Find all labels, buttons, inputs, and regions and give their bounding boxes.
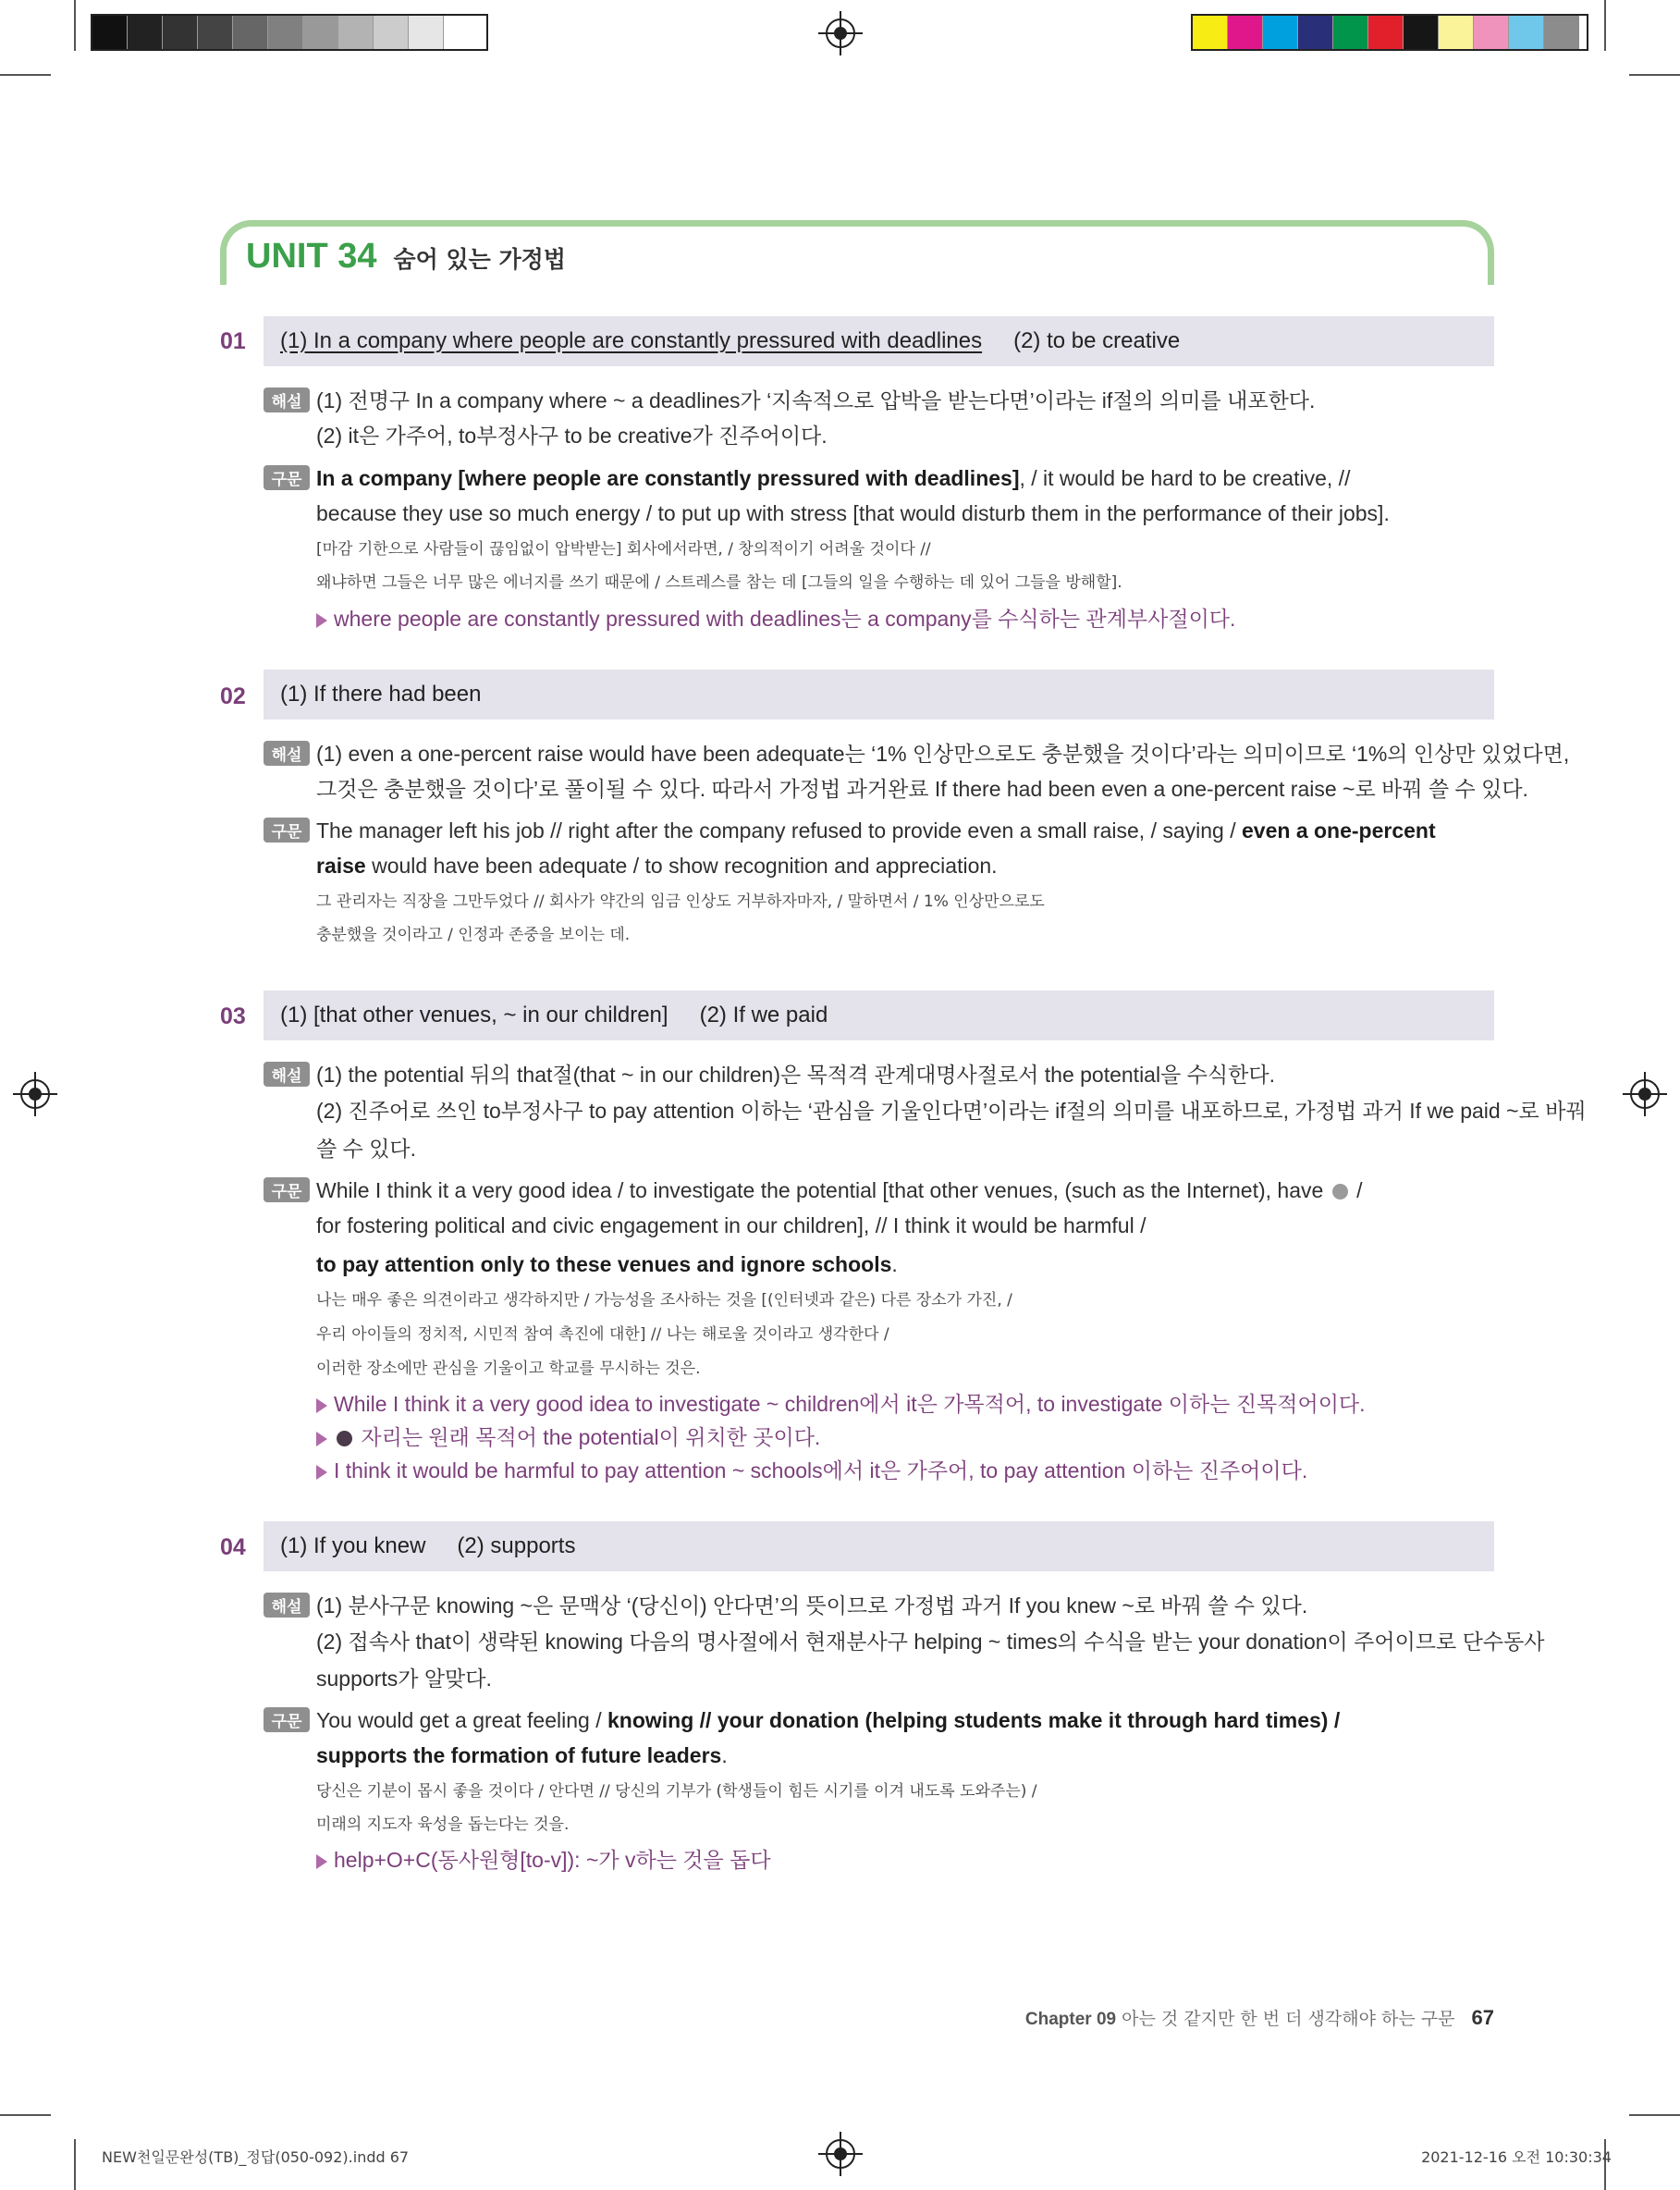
triangle-bullet-icon [316,1854,327,1869]
crop-mark [74,2139,76,2190]
color-swatch [374,16,409,49]
note-text: help+O+C(동사원형[to-v]): ~가 v하는 것을 돕다 [334,1848,771,1872]
color-swatch [1509,16,1544,49]
color-swatch [1474,16,1509,49]
gray-color-bar [91,14,488,51]
grammar-note [316,1423,820,1451]
syntax-line [316,852,998,880]
answer-part: (1) If there had been [280,682,482,707]
registration-mark-icon [826,18,855,48]
syntax-bold: to pay attention only to these venues and ignore schools [316,1252,892,1276]
syntax-text: . [721,1743,728,1767]
crop-mark [1629,2114,1680,2116]
translation-line: [마감 기한으로 사람들이 끊임없이 압박받는] 회사에서라면, / 창의적이기 어려울 것이다 // [316,540,931,559]
explanation-line: (2) 접속사 that이 생략된 knowing 다음의 명사절에서 현재분사구 helping ~ times의 수식을 받는 your donation이 주어이므로 단수동사 [316,1630,1545,1654]
note-text: While I think it a very good idea to investigate ~ children에서 it은 가목적어, to investigate 이하는 진목적어이다. [334,1392,1366,1416]
triangle-bullet-icon [316,1465,327,1480]
explanation-line: 쓸 수 있다. [316,1137,417,1161]
color-swatch [444,16,479,49]
syntax-text: You would get a great feeling / [316,1708,607,1732]
chapter-label: Chapter 09 [1024,2010,1117,2029]
translation-line: 당신은 기분이 몹시 좋을 것이다 / 안다면 // 당신의 기부가 (학생들이 힘든 시기를 이겨 내도록 도와주는) / [316,1782,1037,1801]
translation-line: 그 관리자는 직장을 그만두었다 // 회사가 약간의 임금 인상도 거부하자마자, / 말하면서 / 1% 인상만으로도 [316,892,1045,911]
color-swatch [1298,16,1333,49]
note-text: 자리는 원래 목적어 the potential이 위치한 곳이다. [361,1425,821,1449]
answer-part: (2) to be creative [1013,328,1181,353]
translation-line: 왜냐하면 그들은 너무 많은 에너지를 쓰기 때문에 / 스트레스를 참는 데 [그들의 일을 수행하는 데 있어 그들을 방해할]. [316,573,1122,592]
explanation-badge: 해설 [264,388,310,412]
syntax-line [316,1176,1362,1204]
grammar-note [316,1846,771,1874]
color-swatch [409,16,444,49]
gap-marker-icon [337,1431,352,1446]
question-number: 03 [220,1003,246,1029]
chapter-title: 아는 것 같지만 한 번 더 생각해야 하는 구문 [1122,2009,1455,2029]
syntax-line [316,1741,728,1769]
note-text: I think it would be harmful to pay attention ~ schools에서 it은 가주어, to pay attention 이하는 진주어이다. [334,1458,1308,1483]
explanation-line: supports가 알맞다. [316,1667,492,1691]
syntax-text: would have been adequate / to show recognition and appreciation. [365,854,998,878]
syntax-bold: knowing // your donation (helping students make it through hard times) / [607,1708,1341,1732]
answer-part: (1) If you knew [280,1533,426,1558]
page-number: 67 [1471,2006,1494,2029]
grammar-note [316,605,1235,633]
syntax-text: The manager left his job // right after the company refused to provide even a small raise, / saying / [316,818,1243,843]
registration-mark-icon [20,1079,50,1109]
crop-mark [1629,74,1680,76]
syntax-text: / [1350,1178,1363,1202]
process-color-bar [1191,14,1588,51]
color-swatch [268,16,303,49]
explanation-line: 그것은 충분했을 것이다’로 풀이될 수 있다. 따라서 가정법 과거완료 If there had been even a one-percent raise ~로 바꿔 쓸 수 있다. [316,777,1528,801]
answer-part: (1) [that other venues, ~ in our children] [280,1003,668,1027]
syntax-text: While I think it a very good idea / to investigate the potential [that other venues, (such as the Internet), have [316,1178,1324,1202]
explanation-line: (1) the potential 뒤의 that절(that ~ in our children)은 목적격 관계대명사절로서 the potential을 수식한다. [316,1063,1275,1087]
explanation-line: (2) it은 가주어, to부정사구 to be creative가 진주어이다. [316,424,828,448]
answer-bar [264,670,1494,720]
color-swatch [1228,16,1263,49]
explanation-line: (1) 전명구 In a company where ~ a deadlines가 ‘지속적으로 압박을 받는다면’이라는 if절의 의미를 내포한다. [316,388,1316,412]
color-swatch [163,16,198,49]
crop-mark [0,2114,51,2116]
chapter-footer [1025,2005,1494,2030]
translation-line: 우리 아이들의 정치적, 시민적 참여 촉진에 대한] // 나는 해로울 것이라고 생각한다 / [316,1325,889,1344]
answer-bar [264,1521,1494,1571]
color-swatch [1193,16,1228,49]
unit-topic: 숨어 있는 가정법 [393,246,566,273]
unit-number: UNIT 34 [246,237,377,276]
gap-marker-icon [1332,1184,1348,1200]
question-number: 02 [220,683,246,709]
syntax-line: because they use so much energy / to put up with stress [that would disturb them in the performance of their jobs]. [316,501,1390,525]
color-swatch [233,16,268,49]
syntax-bold: raise [316,854,366,878]
translation-line: 충분했을 것이라고 / 인정과 존중을 보이는 데. [316,926,631,944]
syntax-text: , / it would be hard to be creative, // [1019,466,1351,490]
note-text: where people are constantly pressured with deadlines는 a company를 수식하는 관계부사절이다. [334,607,1236,631]
color-swatch [128,16,163,49]
color-swatch [1333,16,1368,49]
answer-part: (1) In a company where people are constantly pressured with deadlines [280,328,983,353]
crop-mark [0,74,51,76]
syntax-badge: 구문 [264,1707,310,1732]
crop-mark [1604,0,1606,51]
triangle-bullet-icon [316,613,327,628]
color-swatch [1439,16,1474,49]
explanation-badge: 해설 [264,741,310,766]
translation-line: 나는 매우 좋은 의견이라고 생각하지만 / 가능성을 조사하는 것을 [(인터넷과 같은) 다른 장소가 가진, / [316,1291,1012,1310]
color-swatch [338,16,374,49]
syntax-line [316,1250,898,1278]
answer-bar [264,990,1494,1040]
color-swatch [303,16,338,49]
print-timestamp: 2021-12-16 오전 10:30:34 [1421,2148,1612,2166]
explanation-line: (1) 분사구문 knowing ~은 문맥상 ‘(당신이) 안다면’의 뜻이므로 가정법 과거 If you knew ~로 바꿔 쓸 수 있다. [316,1593,1308,1618]
syntax-badge: 구문 [264,1177,310,1202]
file-slug: NEW천일문완성(TB)_정답(050-092).indd 67 [102,2148,410,2166]
syntax-text: . [891,1252,898,1276]
explanation-line: (1) even a one-percent raise would have been adequate는 ‘1% 인상만으로도 충분했을 것이다’라는 의미이므로 ‘1%의 인상만 있었다면, [316,742,1570,766]
syntax-bold: even a one-percent [1242,818,1436,843]
syntax-line: for fostering political and civic engagement in our children], // I think it would be harmful / [316,1213,1147,1237]
answer-part: (2) supports [457,1533,576,1558]
question-number: 04 [220,1534,246,1560]
syntax-bold: supports the formation of future leaders [316,1743,722,1767]
color-swatch [1368,16,1404,49]
answer-bar [264,316,1494,366]
color-swatch [1404,16,1439,49]
explanation-line: (2) 진주어로 쓰인 to부정사구 to pay attention 이하는 ‘관심을 기울인다면’이라는 if절의 의미를 내포하므로, 가정법 과거 If we paid ~로 바꿔 [316,1099,1587,1123]
question-number: 01 [220,328,246,354]
syntax-line [316,1706,1340,1734]
translation-line: 미래의 지도자 육성을 돕는다는 것을. [316,1815,570,1834]
crop-mark [74,0,76,51]
color-swatch [198,16,233,49]
registration-mark-icon [826,2139,855,2169]
syntax-badge: 구문 [264,465,310,490]
explanation-badge: 해설 [264,1593,310,1618]
color-swatch [1544,16,1579,49]
syntax-line [316,817,1436,844]
color-swatch [92,16,128,49]
syntax-bold: In a company [where people are constantly pressured with deadlines] [316,466,1020,490]
registration-mark-icon [1630,1079,1660,1109]
syntax-badge: 구문 [264,818,310,843]
grammar-note [316,1390,1366,1418]
triangle-bullet-icon [316,1432,327,1446]
grammar-note [316,1457,1307,1484]
syntax-line [316,464,1350,492]
color-swatch [1263,16,1298,49]
triangle-bullet-icon [316,1398,327,1413]
explanation-badge: 해설 [264,1062,310,1087]
unit-title [246,237,566,277]
answer-part: (2) If we paid [699,1003,828,1027]
translation-line: 이러한 장소에만 관심을 기울이고 학교를 무시하는 것은. [316,1360,701,1378]
